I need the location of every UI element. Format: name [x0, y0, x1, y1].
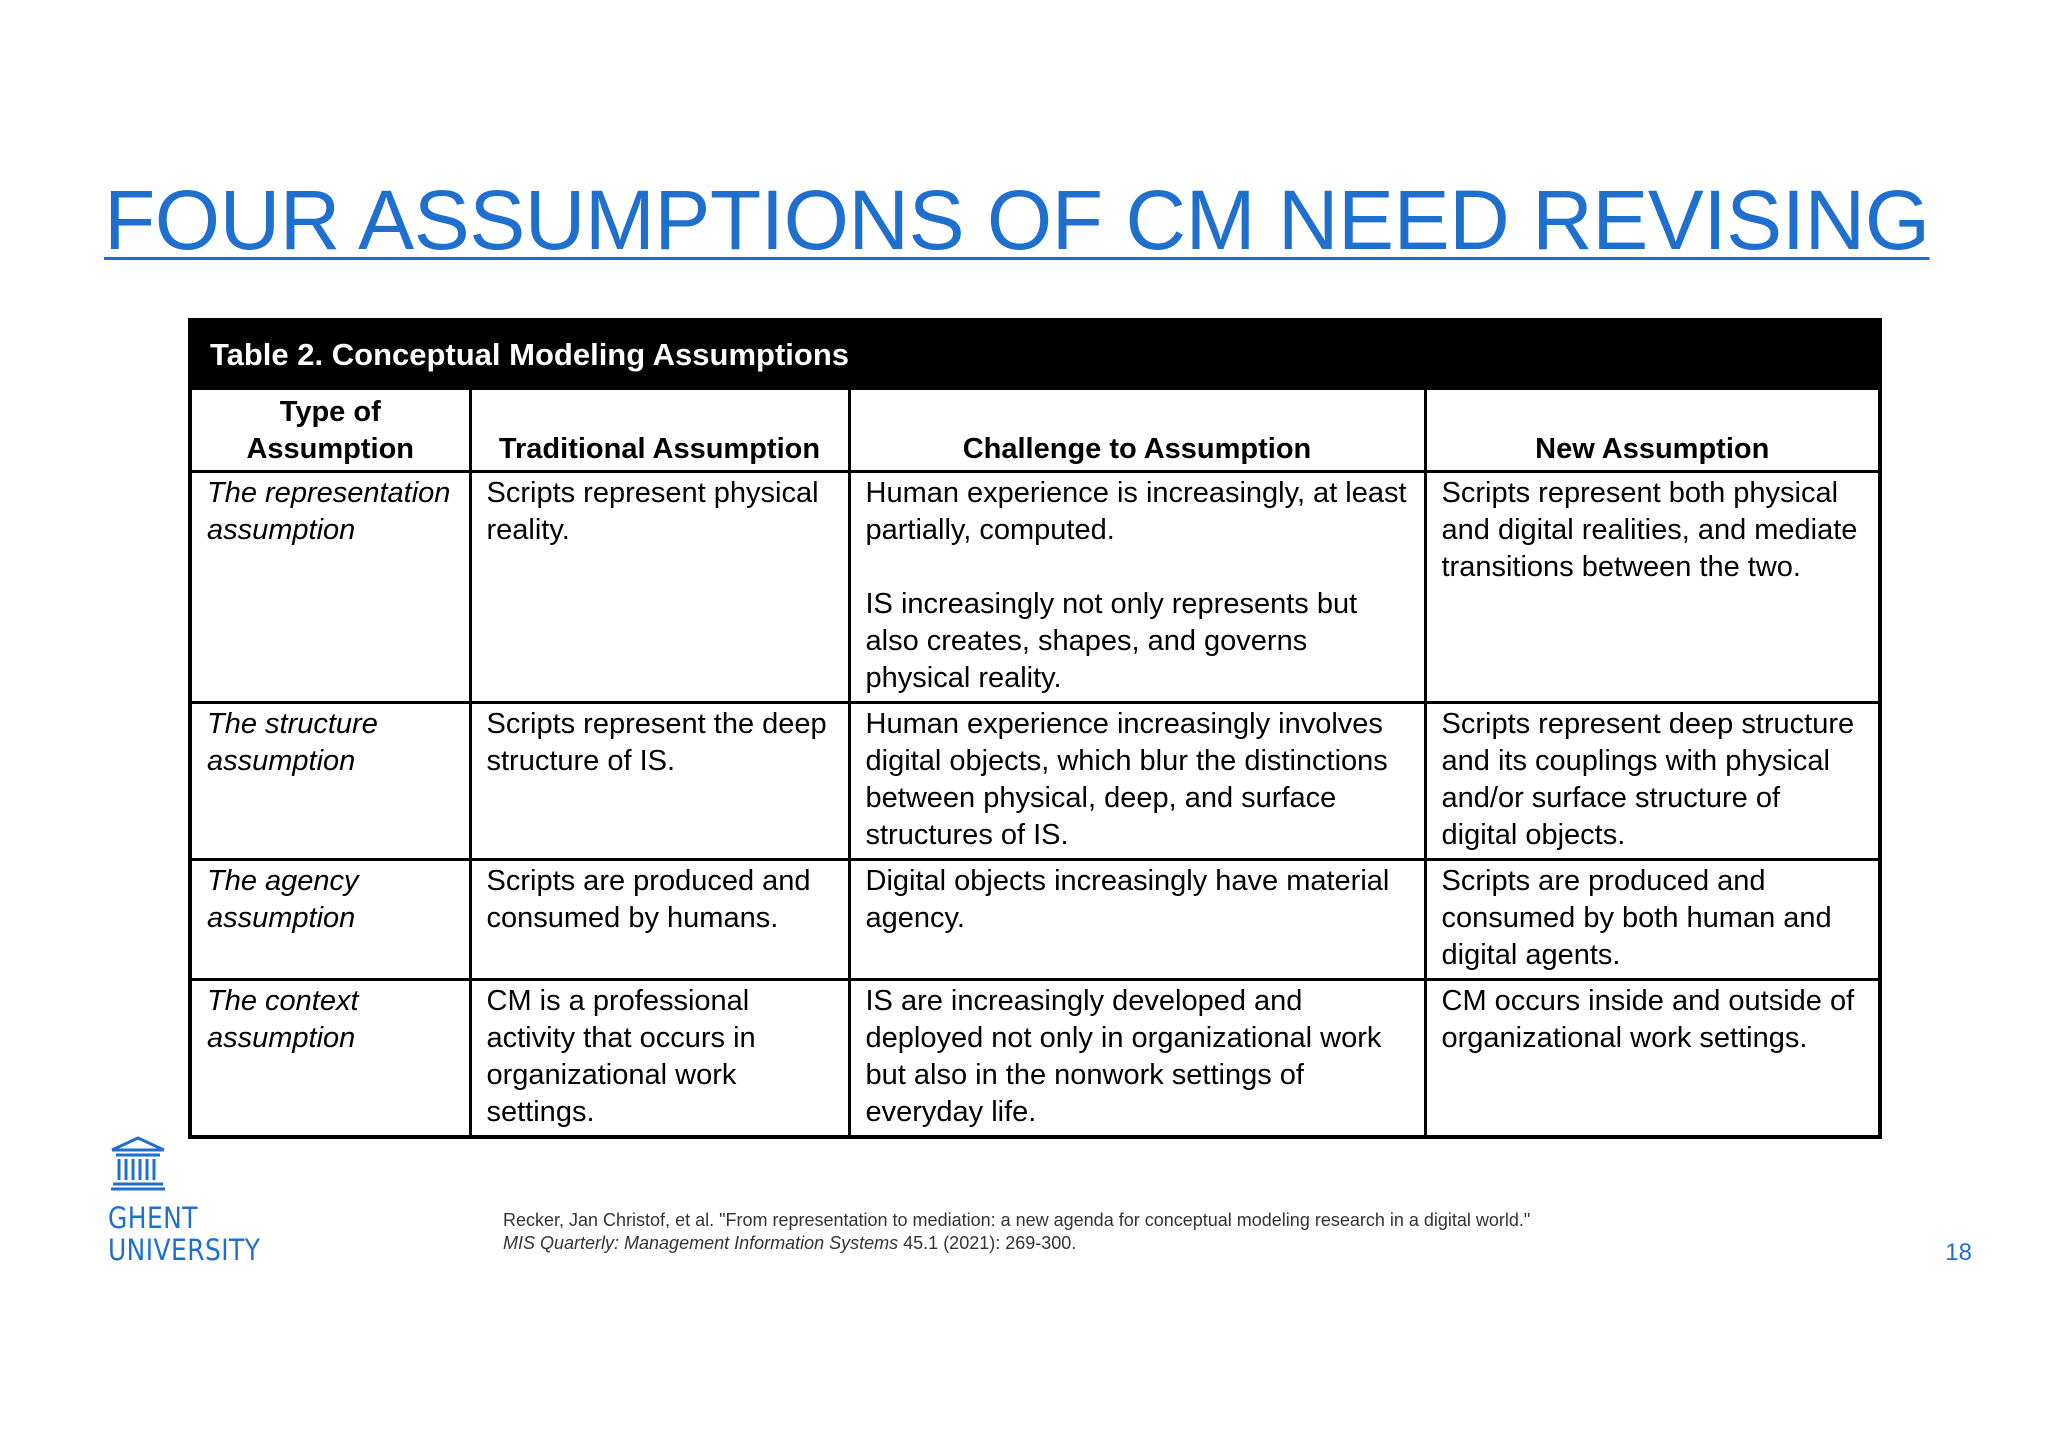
challenge-cell: IS are increasingly developed and deployed not only in organizational work but also in the nonwork settings of everyday life.	[849, 980, 1425, 1136]
challenge-paragraph: Human experience is increasingly, at least partially, computed.	[865, 477, 1407, 546]
type-cell: The representation assumption	[192, 472, 470, 703]
new-cell: Scripts represent both physical and digital realities, and mediate transitions between the two.	[1425, 472, 1878, 703]
table-row	[192, 472, 1878, 703]
table-caption: Table 2. Conceptual Modeling Assumptions	[192, 322, 1878, 387]
challenge-cell: Human experience increasingly involves digital objects, which blur the distinctions between physical, deep, and surface structures of IS.	[849, 703, 1425, 860]
header-traditional: Traditional Assumption	[470, 389, 849, 472]
citation-journal: MIS Quarterly: Management Information Systems	[503, 1233, 899, 1253]
header-type	[192, 389, 470, 472]
header-row	[192, 389, 1878, 472]
citation	[503, 1209, 1530, 1255]
citation-details: 45.1 (2021): 269-300.	[898, 1233, 1077, 1253]
assumptions-table	[188, 318, 1882, 1139]
traditional-cell: Scripts are produced and consumed by humans.	[470, 860, 849, 980]
type-cell: The structure assumption	[192, 703, 470, 860]
header-new: New Assumption	[1425, 389, 1878, 472]
new-cell: Scripts represent deep structure and its couplings with physical and/or surface structure of digital objects.	[1425, 703, 1878, 860]
table-row	[192, 860, 1878, 980]
ghent-university-logo	[108, 1133, 268, 1266]
logo-line1: GHENT	[108, 1201, 198, 1235]
type-cell: The context assumption	[192, 980, 470, 1136]
challenge-cell: Digital objects increasingly have material agency.	[849, 860, 1425, 980]
table-row	[192, 980, 1878, 1136]
citation-line2	[503, 1232, 1530, 1255]
table-row	[192, 703, 1878, 860]
traditional-cell: Scripts represent physical reality.	[470, 472, 849, 703]
page-number: 18	[1945, 1239, 1972, 1266]
slide-title: FOUR ASSUMPTIONS OF CM NEED REVISING	[104, 173, 1930, 267]
new-cell: CM occurs inside and outside of organizational work settings.	[1425, 980, 1878, 1136]
logo-wordmark	[108, 1201, 261, 1267]
type-cell: The agency assumption	[192, 860, 470, 980]
header-type-line1: Type of	[279, 396, 381, 428]
challenge-paragraph: IS increasingly not only represents but also creates, shapes, and governs physical reality.	[865, 588, 1358, 694]
traditional-cell: CM is a professional activity that occurs in organizational work settings.	[470, 980, 849, 1136]
assumptions-grid	[192, 387, 1878, 1135]
header-challenge: Challenge to Assumption	[849, 389, 1425, 472]
traditional-cell: Scripts represent the deep structure of IS.	[470, 703, 849, 860]
header-type-line2: Assumption	[246, 433, 415, 465]
citation-line1: Recker, Jan Christof, et al. "From representation to mediation: a new agenda for conceptual modeling research in a digital world."	[503, 1210, 1531, 1230]
challenge-cell	[849, 472, 1425, 703]
university-building-icon	[108, 1133, 168, 1193]
logo-line2: UNIVERSITY	[108, 1233, 261, 1267]
new-cell: Scripts are produced and consumed by both human and digital agents.	[1425, 860, 1878, 980]
